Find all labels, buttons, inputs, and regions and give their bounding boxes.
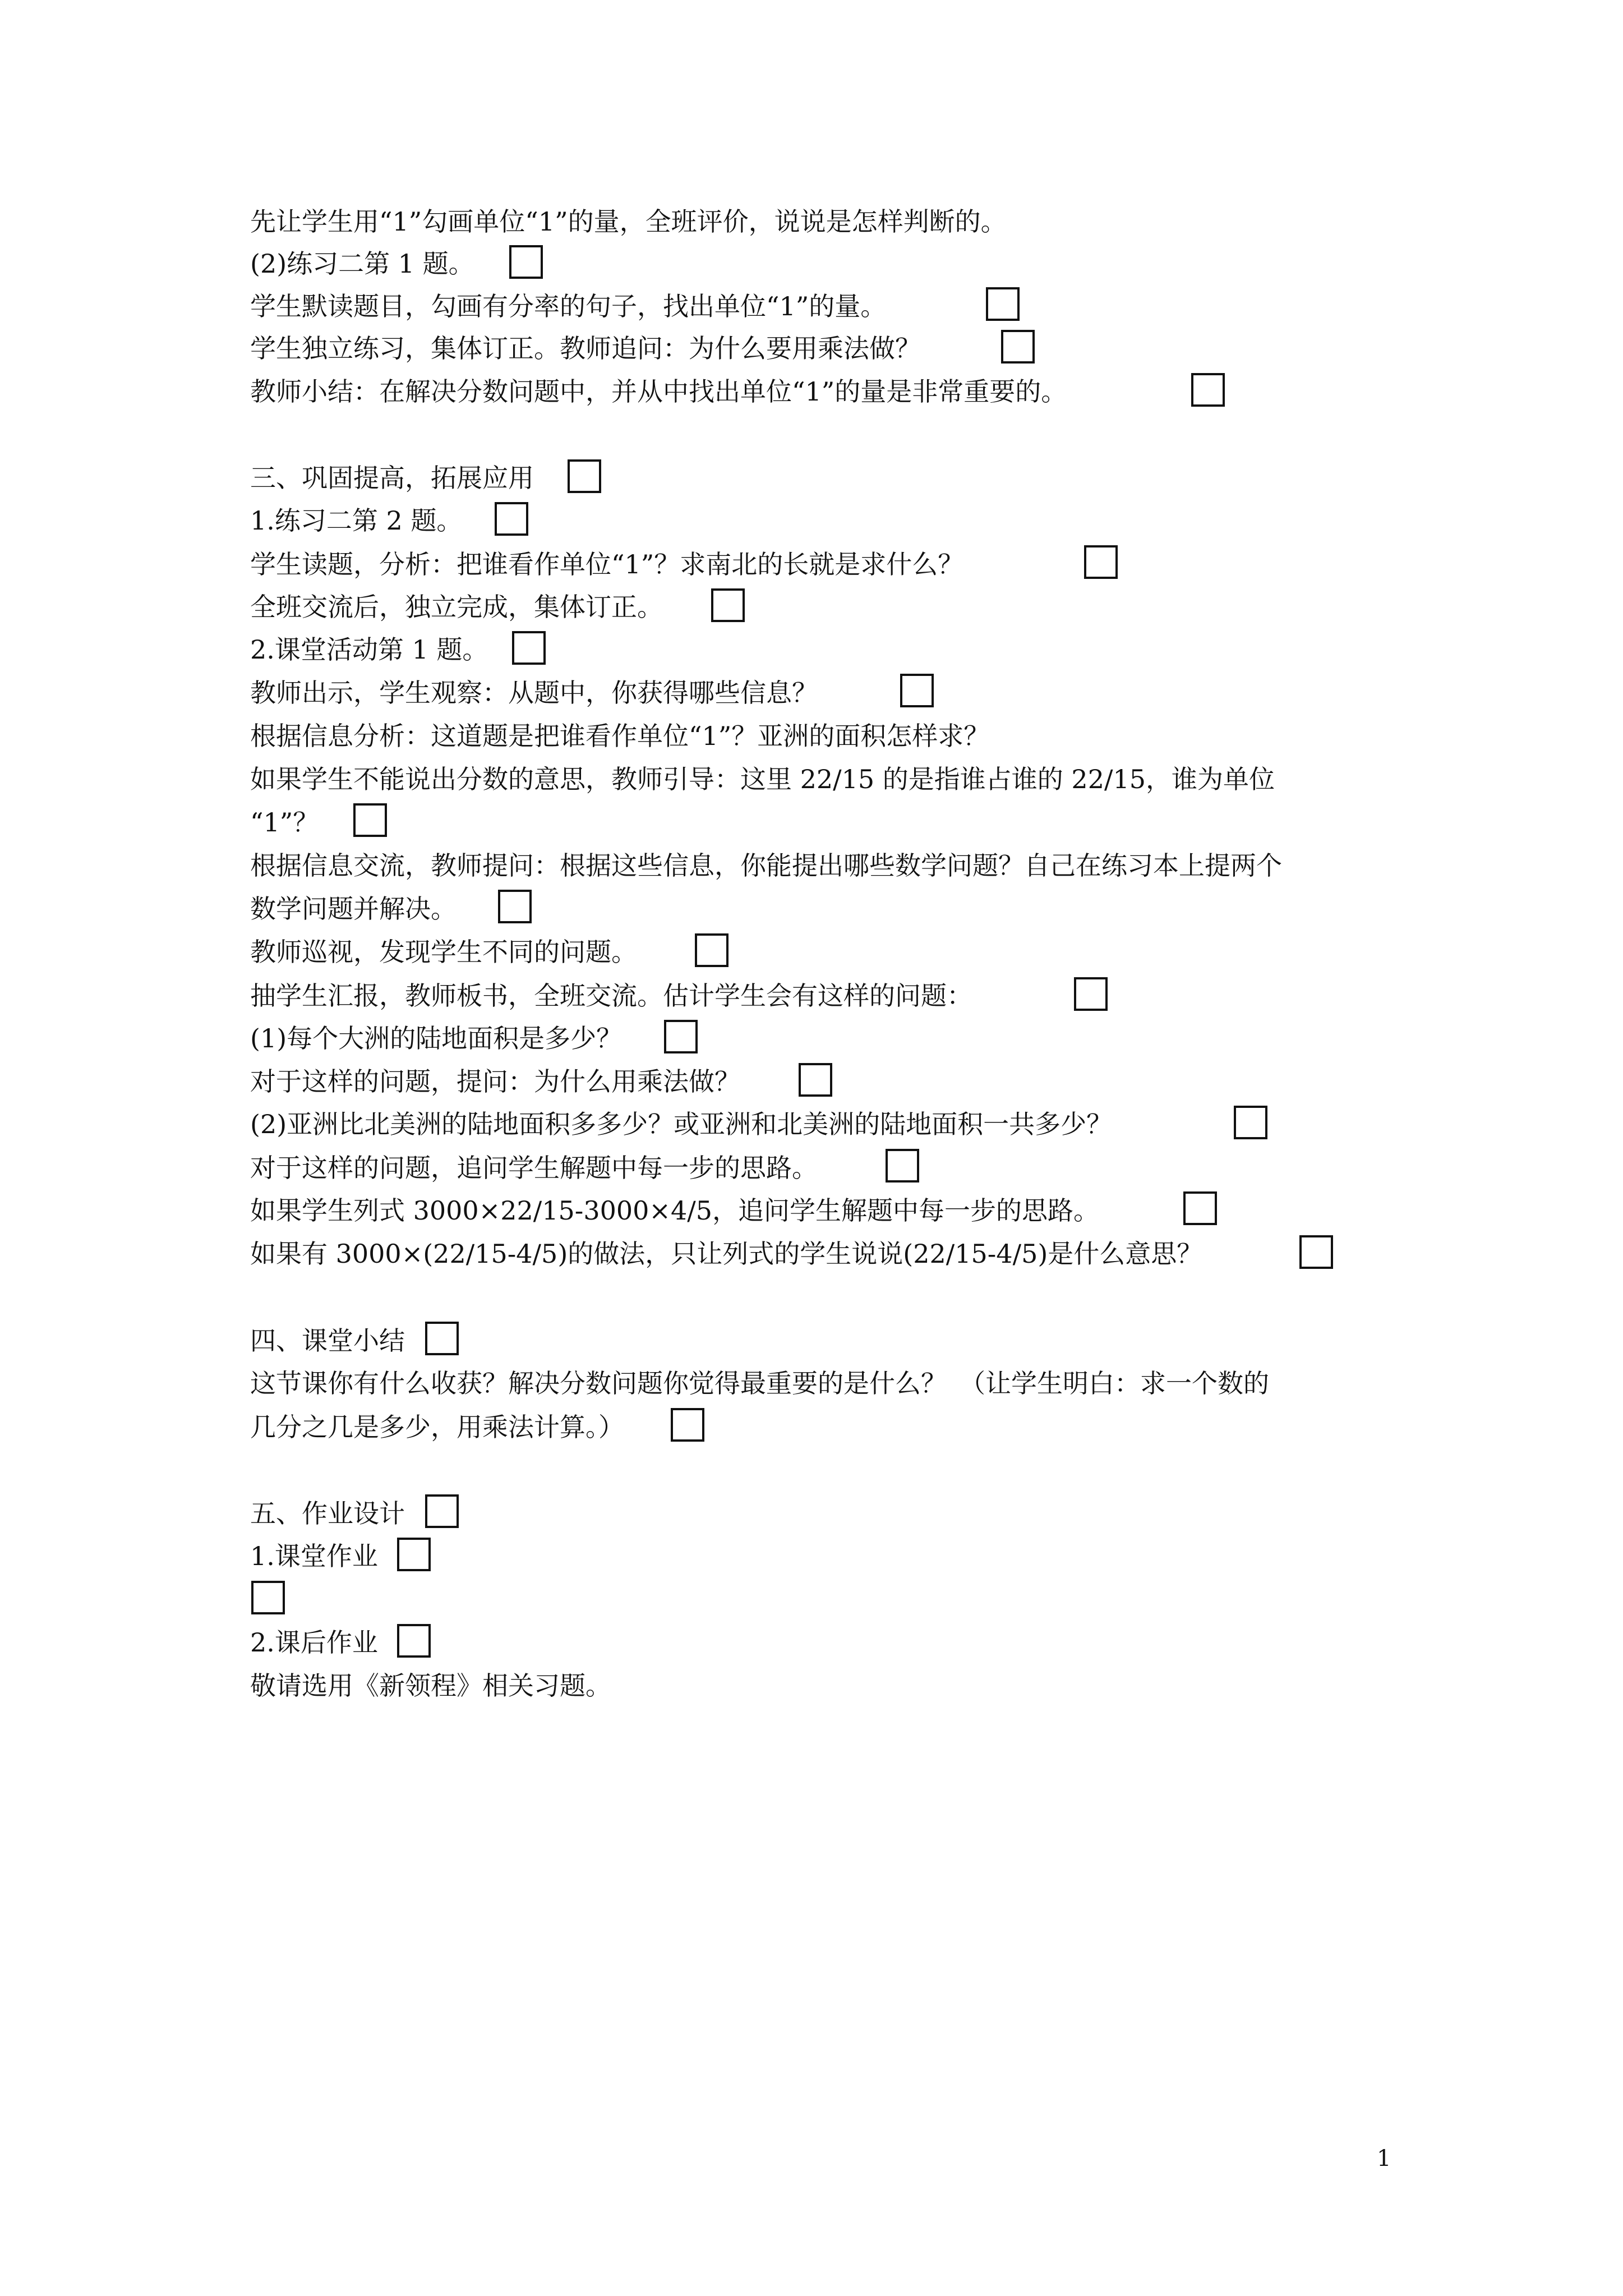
text-line: 数学问题并解决。 bbox=[250, 894, 457, 924]
text-line: 全班交流后，独立完成，集体订正。 bbox=[250, 592, 663, 622]
checkbox-icon bbox=[1191, 373, 1225, 407]
checkbox-icon bbox=[251, 1581, 285, 1614]
checkbox-icon bbox=[512, 631, 546, 665]
checkbox-icon bbox=[711, 588, 745, 622]
checkbox-icon bbox=[397, 1538, 431, 1571]
section-heading: 四、课堂小结 bbox=[250, 1326, 405, 1356]
text-line: 几分之几是多少，用乘法计算。） bbox=[250, 1412, 624, 1442]
text-line: 学生独立练习，集体订正。教师追问：为什么要用乘法做？ bbox=[250, 333, 921, 364]
checkbox-icon bbox=[986, 287, 1020, 321]
text-line: 抽学生汇报，教师板书，全班交流。估计学生会有这样的问题： bbox=[250, 981, 972, 1011]
text-line: (2)亚洲比北美洲的陆地面积多多少？或亚洲和北美洲的陆地面积一共多少？ bbox=[250, 1109, 1113, 1139]
checkbox-icon bbox=[1183, 1191, 1217, 1225]
checkbox-icon bbox=[353, 803, 387, 837]
checkbox-icon bbox=[1074, 977, 1108, 1011]
checkbox-icon bbox=[495, 502, 528, 536]
text-line: 如果学生不能说出分数的意思，教师引导：这里 22/15 的是指谁占谁的 22/15，谁为单位 bbox=[250, 764, 1275, 794]
text-line: 学生默读题目，勾画有分率的句子，找出单位“1”的量。 bbox=[250, 291, 887, 321]
text-line: 2.课堂活动第 1 题。 bbox=[250, 634, 488, 665]
checkbox-icon bbox=[568, 459, 601, 493]
text-line: 教师巡视，发现学生不同的问题。 bbox=[250, 937, 637, 967]
text-line: “1”？ bbox=[250, 807, 319, 838]
text-line: 1.练习二第 2 题。 bbox=[250, 505, 463, 536]
text-line: 教师出示，学生观察：从题中，你获得哪些信息？ bbox=[250, 678, 818, 708]
text-line: 根据信息交流，教师提问：根据这些信息，你能提出哪些数学问题？自己在练习本上提两个 bbox=[250, 850, 1282, 881]
section-heading: 三、巩固提高，拓展应用 bbox=[250, 463, 534, 493]
checkbox-icon bbox=[799, 1063, 832, 1097]
text-line: 对于这样的问题，追问学生解题中每一步的思路。 bbox=[250, 1153, 818, 1183]
checkbox-icon bbox=[1001, 330, 1035, 364]
text-line: 先让学生用“1”勾画单位“1”的量，全班评价，说说是怎样判断的。 bbox=[250, 206, 1007, 237]
text-line: 1.课堂作业 bbox=[250, 1541, 378, 1571]
checkbox-icon bbox=[509, 245, 543, 279]
checkbox-icon bbox=[425, 1494, 459, 1528]
checkbox-icon bbox=[886, 1149, 919, 1182]
text-line: 教师小结：在解决分数问题中，并从中找出单位“1”的量是非常重要的。 bbox=[250, 376, 1067, 407]
checkbox-icon bbox=[900, 674, 934, 707]
text-line: 如果学生列式 3000×22/15-3000×4/5，追问学生解题中每一步的思路。 bbox=[250, 1195, 1099, 1226]
text-line: 对于这样的问题，提问：为什么用乘法做？ bbox=[250, 1066, 740, 1097]
checkbox-icon bbox=[695, 933, 728, 967]
text-line: 这节课你有什么收获？解决分数问题你觉得最重要的是什么？ （让学生明白：求一个数的 bbox=[250, 1368, 1269, 1398]
text-line: 学生读题，分析：把谁看作单位“1”？求南北的长就是求什么？ bbox=[250, 549, 964, 579]
text-line: 如果有 3000×(22/15-4/5)的做法，只让列式的学生说说(22/15-4/5)是什么意思？ bbox=[250, 1239, 1203, 1269]
checkbox-icon bbox=[498, 890, 532, 923]
checkbox-icon bbox=[1299, 1235, 1333, 1269]
checkbox-icon bbox=[397, 1624, 431, 1658]
page-number: 1 bbox=[1377, 2146, 1391, 2171]
checkbox-icon bbox=[425, 1322, 459, 1355]
text-line: 2.课后作业 bbox=[250, 1627, 378, 1658]
section-heading: 五、作业设计 bbox=[250, 1498, 405, 1529]
checkbox-icon bbox=[671, 1408, 704, 1442]
checkbox-icon bbox=[1234, 1106, 1267, 1139]
checkbox-icon bbox=[1084, 545, 1118, 579]
text-line: (2)练习二第 1 题。 bbox=[250, 249, 474, 279]
text-line: 根据信息分析：这道题是把谁看作单位“1”？亚洲的面积怎样求？ bbox=[250, 721, 990, 751]
text-line: (1)每个大洲的陆地面积是多少？ bbox=[250, 1023, 623, 1053]
text-line: 敬请选用《新领程》相关习题。 bbox=[250, 1671, 611, 1701]
checkbox-icon bbox=[664, 1020, 698, 1053]
